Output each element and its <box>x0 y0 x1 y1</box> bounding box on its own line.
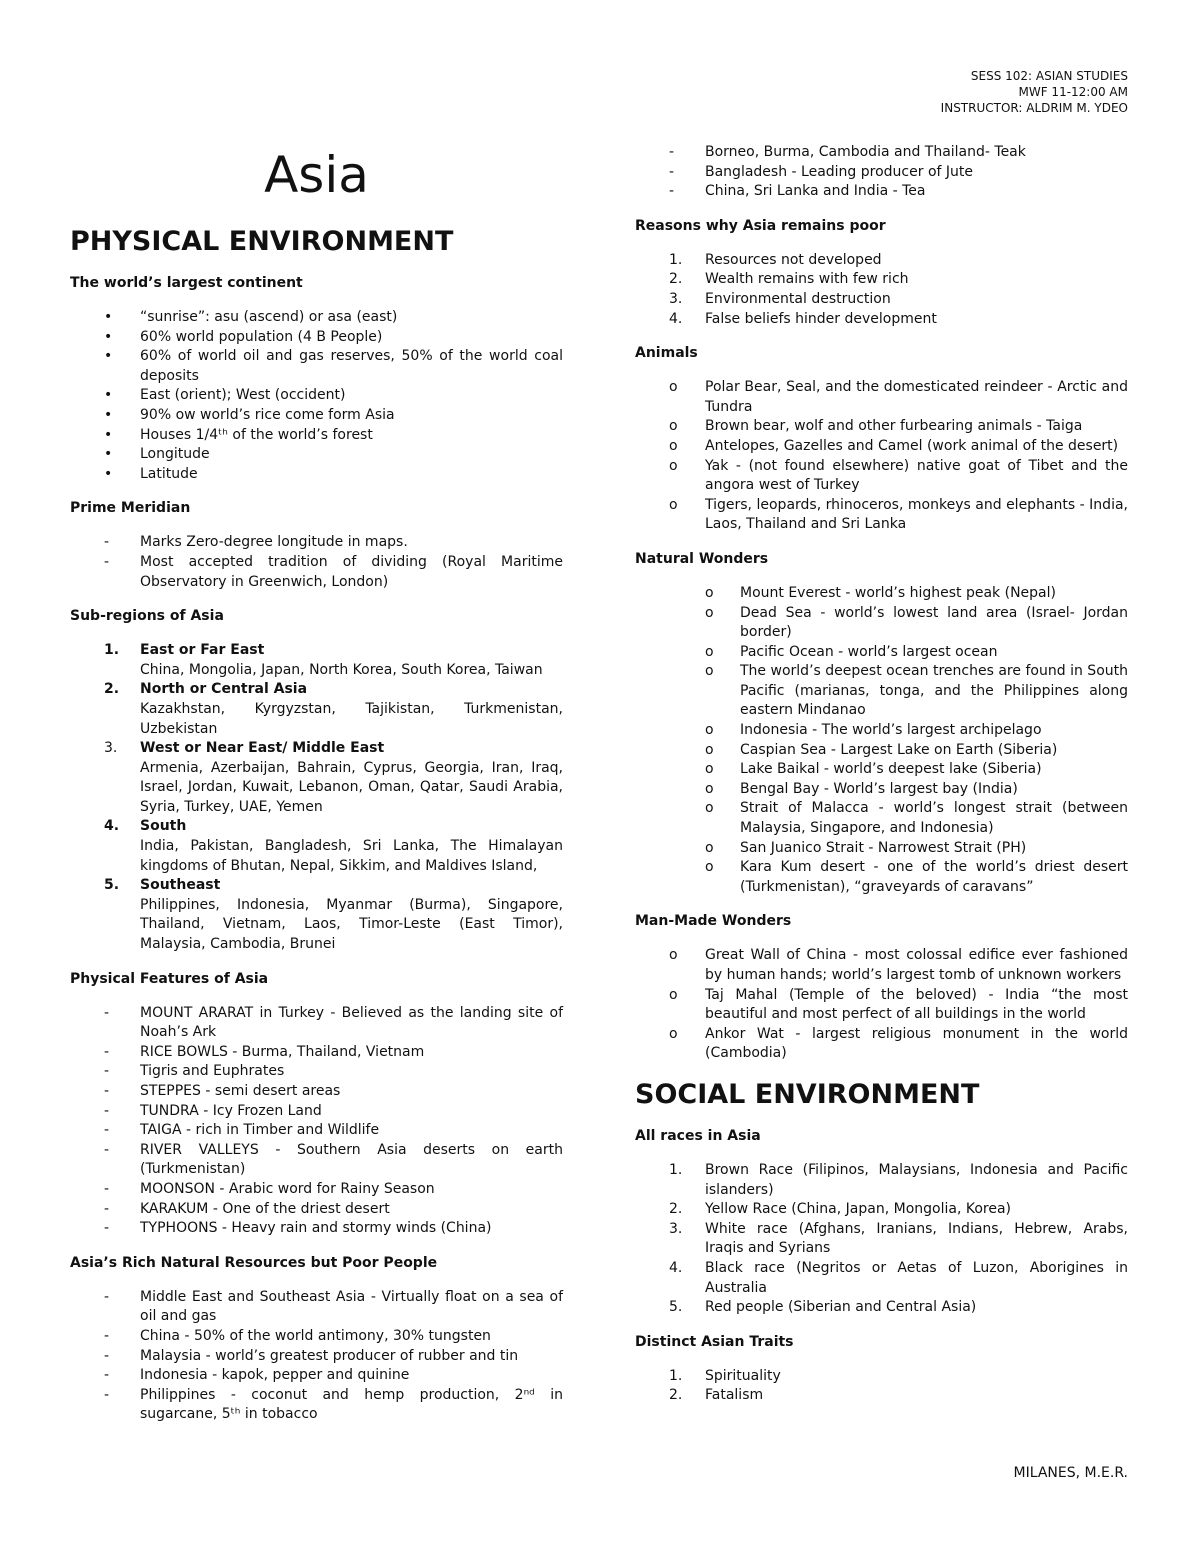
list-item-text: TAIGA - rich in Timber and Wildlife <box>140 1122 380 1139</box>
list-marker: o <box>669 986 678 1003</box>
list-item-text: Wealth remains with few rich <box>705 271 909 288</box>
list-item <box>635 496 1128 535</box>
list-item <box>70 308 563 328</box>
list-item-text: Ankor Wat - largest religious monument in the world (Cambodia) <box>705 1025 1128 1062</box>
list-marker: o <box>705 663 714 680</box>
list-marker: - <box>669 163 675 180</box>
list-marker: • <box>104 426 113 443</box>
resources-list-continued <box>635 143 1128 202</box>
list-item <box>70 465 563 485</box>
list-item-text: White race (Afghans, Iranians, Indians, Hebrew, Arabs, Iraqis and Syrians <box>705 1220 1128 1257</box>
list-marker: - <box>104 1367 110 1384</box>
list-item-text: Resources not developed <box>705 251 882 268</box>
physical-environment-heading: PHYSICAL ENVIRONMENT <box>70 226 454 257</box>
list-item <box>70 1366 563 1386</box>
list-item-text: East (orient); West (occident) <box>140 387 346 404</box>
list-item-text: Lake Baikal - world’s deepest lake (Siberia) <box>740 761 1042 778</box>
list-item <box>635 182 1128 202</box>
list-item <box>635 799 1128 838</box>
animals-list <box>635 378 1128 535</box>
list-marker: • <box>104 406 113 423</box>
list-marker: 4. <box>669 310 683 327</box>
list-item-text: Longitude <box>140 446 210 463</box>
list-marker: • <box>104 328 113 345</box>
subregion-countries: India, Pakistan, Bangladesh, Sri Lanka, The Himalayan kingdoms of Bhutan, Nepal, Sikkim, and Maldives Island, <box>140 838 563 874</box>
subregion-number: 2. <box>104 681 120 698</box>
list-marker: - <box>104 1347 110 1364</box>
list-item-text: Caspian Sea - Largest Lake on Earth (Siberia) <box>740 741 1058 758</box>
list-item <box>635 741 1128 761</box>
list-marker: o <box>669 1025 678 1042</box>
manmade-wonders-heading: Man-Made Wonders <box>635 913 792 930</box>
list-item <box>70 553 563 592</box>
list-item-text: Marks Zero-degree longitude in maps. <box>140 534 408 551</box>
prime-meridian-heading: Prime Meridian <box>70 500 191 517</box>
list-item <box>635 251 1128 271</box>
list-marker: - <box>104 534 110 551</box>
natural-wonders-heading: Natural Wonders <box>635 550 769 567</box>
list-item <box>635 1259 1128 1298</box>
list-marker: - <box>104 1102 110 1119</box>
subregion-number: 3. <box>104 740 118 757</box>
list-item-text: TYPHOONS - Heavy rain and stormy winds (China) <box>140 1220 492 1237</box>
list-item <box>70 1200 563 1220</box>
list-item <box>635 437 1128 457</box>
list-item <box>70 1180 563 1200</box>
reasons-poor-heading: Reasons why Asia remains poor <box>635 217 886 234</box>
right-column <box>635 143 1128 1421</box>
largest-continent-list <box>70 308 563 484</box>
subregion-countries: Philippines, Indonesia, Myanmar (Burma), Singapore, Thailand, Vietnam, Laos, Timor-Leste (East Timor), Malaysia, Cambodia, Brunei <box>140 896 563 953</box>
list-item-text: Brown bear, wolf and other furbearing animals - Taiga <box>705 418 1083 435</box>
list-item-text: False beliefs hinder development <box>705 310 937 327</box>
list-marker: o <box>705 859 714 876</box>
list-item <box>70 1121 563 1141</box>
list-item <box>70 1062 563 1082</box>
list-item-text: China - 50% of the world antimony, 30% tungsten <box>140 1327 491 1344</box>
traits-list <box>635 1367 1128 1406</box>
list-item <box>70 445 563 465</box>
list-item-text: Philippines - coconut and hemp production, 2ⁿᵈ in sugarcane, 5ᵗʰ in tobacco <box>140 1386 563 1423</box>
list-item-text: KARAKUM - One of the driest desert <box>140 1200 390 1217</box>
subregion-item <box>70 680 563 739</box>
list-marker: o <box>669 418 678 435</box>
list-item-text: San Juanico Strait - Narrowest Strait (PH) <box>740 839 1027 856</box>
list-marker: • <box>104 465 113 482</box>
list-item-text: Strait of Malacca - world’s longest strait (between Malaysia, Singapore, and Indonesia) <box>740 800 1128 837</box>
list-marker: - <box>669 183 675 200</box>
list-item-text: Bengal Bay - World’s largest bay (India) <box>740 780 1018 797</box>
animals-heading: Animals <box>635 345 698 362</box>
list-marker: o <box>705 800 714 817</box>
list-item-text: Polar Bear, Seal, and the domesticated reindeer - Arctic and Tundra <box>705 379 1128 415</box>
list-item-text: Tigris and Euphrates <box>140 1063 285 1080</box>
list-marker: o <box>669 496 678 513</box>
list-item-text: Black race (Negritos or Aetas of Luzon, Aborigines in Australia <box>705 1259 1128 1296</box>
list-marker: 3. <box>669 1220 683 1237</box>
list-item <box>635 1386 1128 1406</box>
list-item-text: Indonesia - The world’s largest archipelago <box>740 722 1042 739</box>
list-marker: - <box>104 1122 110 1139</box>
list-item <box>635 143 1128 163</box>
social-environment-heading: SOCIAL ENVIRONMENT <box>635 1078 980 1110</box>
subregion-item <box>70 739 563 817</box>
subregion-number: 5. <box>104 877 120 894</box>
races-list <box>635 1161 1128 1318</box>
resources-list <box>70 1288 563 1425</box>
list-item-text: RIVER VALLEYS - Southern Asia deserts on earth (Turkmenistan) <box>140 1141 563 1178</box>
list-marker: - <box>104 553 110 570</box>
list-item <box>70 1219 563 1239</box>
list-item <box>70 426 563 446</box>
list-item <box>635 270 1128 290</box>
list-item-text: Houses 1/4ᵗʰ of the world’s forest <box>140 426 373 443</box>
subregion-item <box>70 817 563 876</box>
subregion-number: 1. <box>104 642 120 659</box>
reasons-poor-list <box>635 251 1128 329</box>
largest-continent-heading: The world’s largest continent <box>70 275 303 291</box>
list-item <box>635 584 1128 604</box>
subregion-name: West or Near East/ Middle East <box>140 740 385 757</box>
list-item <box>635 839 1128 859</box>
list-marker: o <box>705 839 714 856</box>
list-item <box>635 662 1128 721</box>
list-item <box>635 1220 1128 1259</box>
list-marker: o <box>705 604 714 621</box>
list-item <box>70 347 563 386</box>
list-item <box>635 946 1128 985</box>
list-item-text: Middle East and Southeast Asia - Virtually float on a sea of oil and gas <box>140 1288 563 1325</box>
list-item <box>70 1102 563 1122</box>
list-item-text: Great Wall of China - most colossal edifice ever fashioned by human hands; world’s largest tomb of unknown workers <box>705 947 1128 983</box>
physical-features-heading: Physical Features of Asia <box>70 970 269 987</box>
list-marker: - <box>104 1180 110 1197</box>
list-item <box>635 163 1128 183</box>
list-marker: o <box>705 722 714 739</box>
subregion-item <box>70 876 563 954</box>
list-item <box>70 1082 563 1102</box>
list-item-text: MOONSON - Arabic word for Rainy Season <box>140 1180 435 1197</box>
list-item-text: Pacific Ocean - world’s largest ocean <box>740 643 998 660</box>
list-marker: 3. <box>669 290 683 307</box>
resources-heading: Asia’s Rich Natural Resources but Poor People <box>70 1254 438 1271</box>
list-item-text: 60% world population (4 B People) <box>140 328 383 345</box>
list-item <box>70 1327 563 1347</box>
list-item <box>70 1004 563 1043</box>
list-item <box>635 1025 1128 1064</box>
list-item-text: Taj Mahal (Temple of the beloved) - India “the most beautiful and most perfect of all buildings in the world <box>705 986 1128 1023</box>
list-item <box>70 1288 563 1327</box>
list-item <box>635 986 1128 1025</box>
list-item-text: Dead Sea - world’s lowest land area (Israel- Jordan border) <box>740 604 1128 641</box>
list-marker: • <box>104 348 113 365</box>
list-item-text: STEPPES - semi desert areas <box>140 1083 341 1099</box>
list-marker: o <box>705 643 714 660</box>
list-item-text: RICE BOWLS - Burma, Thailand, Vietnam <box>140 1043 425 1060</box>
list-marker: 2. <box>669 1387 683 1404</box>
list-item <box>70 1141 563 1180</box>
list-marker: o <box>705 780 714 797</box>
subregion-item <box>70 641 563 680</box>
list-item <box>635 1298 1128 1318</box>
list-item <box>70 386 563 406</box>
course-code: SESS 102: ASIAN STUDIES <box>970 69 1128 83</box>
list-item <box>635 1161 1128 1200</box>
subregion-name: North or Central Asia <box>140 681 308 698</box>
list-item <box>70 406 563 426</box>
course-schedule: MWF 11-12:00 AM <box>1018 85 1128 99</box>
list-marker: 1. <box>669 251 683 268</box>
list-marker: - <box>104 1063 110 1080</box>
list-marker: • <box>104 446 113 463</box>
natural-wonders-list <box>635 584 1128 898</box>
list-marker: o <box>705 741 714 758</box>
manmade-wonders-list <box>635 946 1128 1064</box>
subregion-name: East or Far East <box>140 642 265 659</box>
list-item-text: Indonesia - kapok, pepper and quinine <box>140 1367 410 1384</box>
list-marker: o <box>669 457 678 474</box>
subregion-countries: Kazakhstan, Kyrgyzstan, Tajikistan, Turkmenistan, Uzbekistan <box>140 700 563 737</box>
author-footer: MILANES, M.E.R. <box>1013 1465 1128 1481</box>
list-item <box>635 378 1128 417</box>
list-item-text: Kara Kum desert - one of the world’s driest desert (Turkmenistan), “graveyards of caravans” <box>740 859 1128 895</box>
list-marker: 1. <box>669 1161 683 1178</box>
list-marker: o <box>669 379 678 396</box>
prime-meridian-list <box>70 533 563 592</box>
list-item-text: Most accepted tradition of dividing (Royal Maritime Observatory in Greenwich, London) <box>140 553 563 590</box>
list-item <box>70 1043 563 1063</box>
list-item <box>70 1347 563 1367</box>
list-marker: - <box>104 1043 110 1060</box>
list-marker: • <box>104 387 113 404</box>
subregion-countries: Armenia, Azerbaijan, Bahrain, Cyprus, Georgia, Iran, Iraq, Israel, Jordan, Kuwait, Lebanon, Oman, Qatar, Saudi Arabia, Syria, Turkey, UAE, Yemen <box>140 759 563 815</box>
list-item-text: Latitude <box>140 465 198 482</box>
list-item <box>635 457 1128 496</box>
list-item <box>635 417 1128 437</box>
list-item <box>635 1367 1128 1387</box>
list-item-text: Mount Everest - world’s highest peak (Nepal) <box>740 584 1056 601</box>
list-item-text: “sunrise”: asu (ascend) or asa (east) <box>140 309 398 325</box>
page-title: Asia <box>264 146 369 204</box>
list-item <box>70 328 563 348</box>
course-header <box>941 68 1128 116</box>
list-item-text: TUNDRA - Icy Frozen Land <box>140 1102 322 1119</box>
list-item <box>635 721 1128 741</box>
list-item-text: 90% ow world’s rice come form Asia <box>140 406 395 423</box>
list-item-text: China, Sri Lanka and India - Tea <box>705 183 926 200</box>
list-item-text: Malaysia - world’s greatest producer of rubber and tin <box>140 1347 519 1364</box>
traits-heading: Distinct Asian Traits <box>635 1333 794 1350</box>
list-marker: o <box>705 761 714 778</box>
course-instructor: INSTRUCTOR: ALDRIM M. YDEO <box>940 101 1128 115</box>
list-marker: o <box>669 947 678 964</box>
list-item-text: Tigers, leopards, rhinoceros, monkeys and elephants - India, Laos, Thailand and Sri Lanka <box>705 496 1128 533</box>
left-column <box>70 140 563 1440</box>
list-marker: o <box>669 437 678 454</box>
list-item-text: Fatalism <box>705 1387 764 1404</box>
list-marker: 5. <box>669 1299 683 1316</box>
list-marker: - <box>104 1141 110 1158</box>
list-item-text: Spirituality <box>705 1367 781 1384</box>
list-item-text: MOUNT ARARAT in Turkey - Believed as the landing site of Noah’s Ark <box>140 1004 563 1041</box>
list-item <box>635 858 1128 897</box>
list-item <box>70 1386 563 1425</box>
subregion-name: Southeast <box>140 877 221 894</box>
list-marker: - <box>104 1220 110 1237</box>
subregions-list <box>70 641 563 955</box>
list-marker: 2. <box>669 1201 683 1218</box>
list-marker: - <box>104 1083 110 1099</box>
list-marker: 2. <box>669 271 683 288</box>
list-item-text: 60% of world oil and gas reserves, 50% of the world coal deposits <box>140 348 563 384</box>
subregion-number: 4. <box>104 818 120 835</box>
list-item <box>635 604 1128 643</box>
list-marker: - <box>104 1288 110 1305</box>
list-item-text: Yak - (not found elsewhere) native goat of Tibet and the angora west of Turkey <box>705 457 1128 494</box>
list-marker: 4. <box>669 1259 683 1276</box>
list-item-text: Borneo, Burma, Cambodia and Thailand- Teak <box>705 144 1026 160</box>
list-marker: o <box>705 584 714 601</box>
list-item <box>635 310 1128 330</box>
list-marker: - <box>669 144 675 160</box>
list-item <box>635 760 1128 780</box>
subregion-name: South <box>140 818 187 835</box>
list-item <box>635 1200 1128 1220</box>
subregions-heading: Sub-regions of Asia <box>70 608 224 625</box>
list-item-text: Antelopes, Gazelles and Camel (work animal of the desert) <box>705 437 1119 454</box>
list-item <box>70 533 563 553</box>
subregion-countries: China, Mongolia, Japan, North Korea, South Korea, Taiwan <box>140 661 543 678</box>
list-marker: 1. <box>669 1367 683 1384</box>
list-marker: - <box>104 1386 110 1403</box>
list-item-text: Red people (Siberian and Central Asia) <box>705 1299 977 1316</box>
list-item-text: The world’s deepest ocean trenches are found in South Pacific (marianas, tonga, and the Philippines along eastern Mindanao <box>740 663 1128 719</box>
list-item-text: Yellow Race (China, Japan, Mongolia, Korea) <box>705 1201 1011 1218</box>
list-item <box>635 643 1128 663</box>
physical-features-list <box>70 1004 563 1239</box>
list-item-text: Brown Race (Filipinos, Malaysians, Indonesia and Pacific islanders) <box>705 1161 1128 1198</box>
list-item <box>635 780 1128 800</box>
list-marker: - <box>104 1004 110 1021</box>
list-item <box>635 290 1128 310</box>
list-item-text: Environmental destruction <box>705 290 891 307</box>
list-marker: • <box>104 309 113 325</box>
list-marker: - <box>104 1200 110 1217</box>
races-heading: All races in Asia <box>635 1127 761 1144</box>
list-item-text: Bangladesh - Leading producer of Jute <box>705 163 973 180</box>
list-marker: - <box>104 1327 110 1344</box>
